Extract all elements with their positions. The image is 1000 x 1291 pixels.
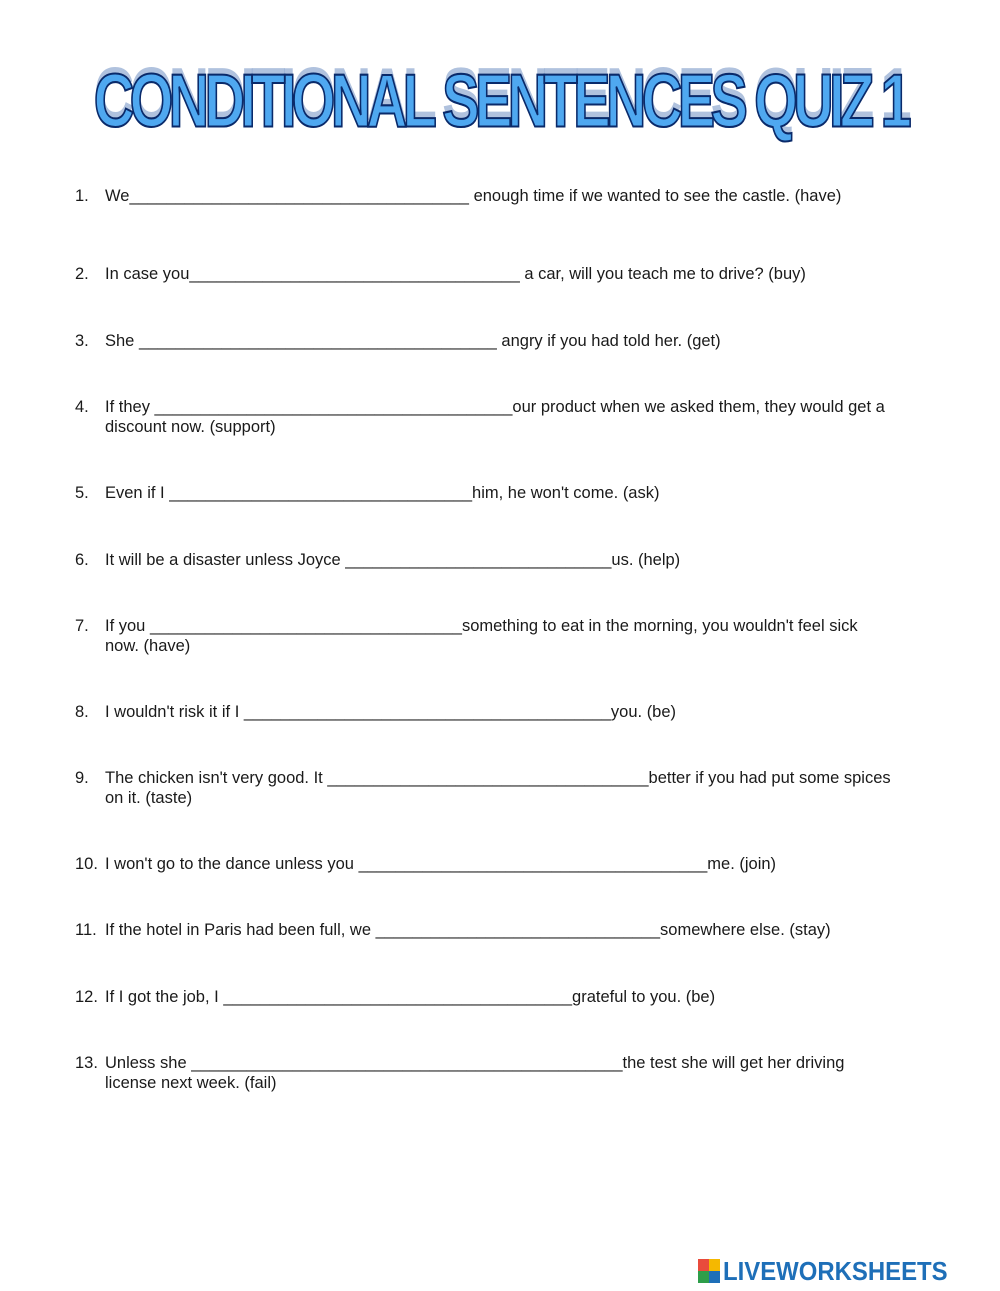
question-5 <box>75 483 945 503</box>
question-number: 2. <box>75 265 89 283</box>
logo-square-icon <box>709 1271 720 1283</box>
question-4 <box>75 397 945 437</box>
question-text: She _______________________________________ angry if you had told her. (get) <box>105 332 721 350</box>
question-13 <box>75 1053 945 1093</box>
logo-square-icon <box>698 1259 709 1271</box>
question-1 <box>75 186 945 206</box>
question-number: 10. <box>75 855 98 873</box>
question-7 <box>75 616 945 656</box>
question-number: 7. <box>75 617 89 635</box>
question-text: The chicken isn't very good. It ___________________________________better if you had put some spices on it. (taste) <box>105 769 891 807</box>
question-number: 11. <box>75 921 97 939</box>
question-text: If they _______________________________________our product when we asked them, they would get a discount now. (support) <box>105 398 885 436</box>
question-text: Unless she _______________________________________________the test she will get her driving license next week. (fail) <box>105 1054 845 1092</box>
question-number: 13. <box>75 1054 98 1072</box>
question-number: 3. <box>75 332 89 350</box>
logo-square-icon <box>698 1271 709 1283</box>
question-9 <box>75 768 945 808</box>
liveworksheets-mark-icon <box>698 1259 720 1283</box>
question-number: 1. <box>75 187 89 205</box>
liveworksheets-logo <box>698 1257 967 1285</box>
question-8 <box>75 702 945 722</box>
question-text: We_____________________________________ enough time if we wanted to see the castle. (have) <box>105 187 842 205</box>
logo-square-icon <box>709 1259 720 1271</box>
question-text: Even if I _________________________________him, he won't come. (ask) <box>105 484 660 502</box>
question-11 <box>75 920 945 940</box>
question-number: 9. <box>75 769 89 787</box>
question-text: I wouldn't risk it if I ________________________________________you. (be) <box>105 703 677 721</box>
question-number: 8. <box>75 703 89 721</box>
question-text: If the hotel in Paris had been full, we _______________________________somewhere else. (stay) <box>105 921 831 939</box>
question-number: 5. <box>75 484 89 502</box>
question-10 <box>75 854 945 874</box>
question-number: 4. <box>75 398 89 416</box>
question-text: If I got the job, I ______________________________________grateful to you. (be) <box>105 988 716 1006</box>
question-text: In case you____________________________________ a car, will you teach me to drive? (buy) <box>105 265 806 283</box>
question-text: If you __________________________________something to eat in the morning, you wouldn't feel sick now. (have) <box>105 617 858 655</box>
quiz-title: CONDITIONAL SENTENCES QUIZ 1 <box>93 59 907 144</box>
question-2 <box>75 264 945 284</box>
question-number: 12. <box>75 988 98 1006</box>
logo-text: LIVEWORKSHEETS <box>723 1255 948 1286</box>
question-text: It will be a disaster unless Joyce _____________________________us. (help) <box>105 551 681 569</box>
question-3 <box>75 331 945 351</box>
question-12 <box>75 987 945 1007</box>
question-6 <box>75 550 945 570</box>
quiz-title-banner <box>0 40 1000 150</box>
question-number: 6. <box>75 551 89 569</box>
question-text: I won't go to the dance unless you ______________________________________me. (join) <box>105 855 777 873</box>
